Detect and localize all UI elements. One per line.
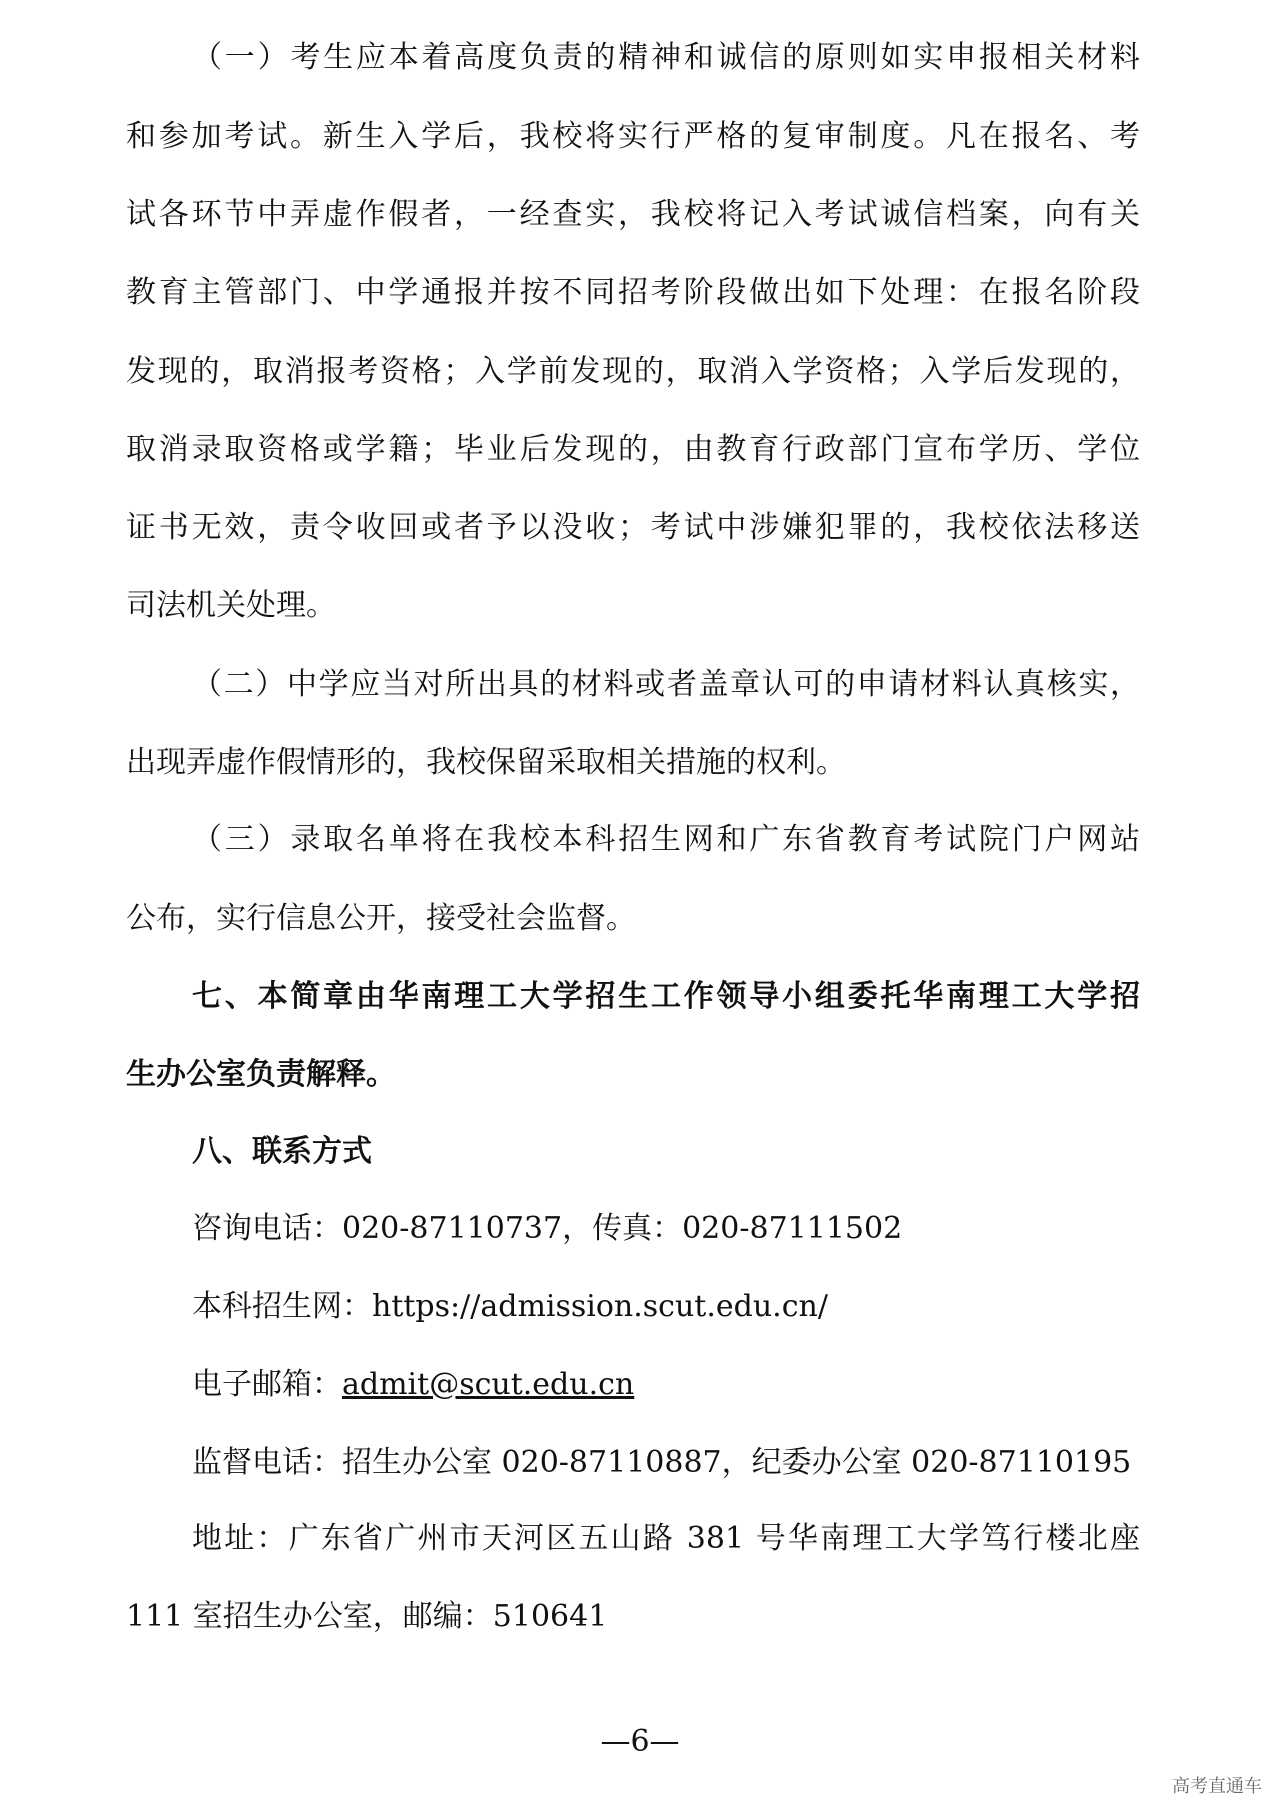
- contact-heading: 八、联系方式: [192, 1134, 372, 1169]
- supervision-phone: 监督电话：招生办公室 020-87110887，纪委办公室 020-87110195: [192, 1445, 1132, 1480]
- paragraph-line: 试各环节中弄虚作假者，一经查实，我校将记入考试诚信档案，向有关: [126, 197, 1140, 232]
- watermark: 高考直通车: [1172, 1776, 1262, 1797]
- paragraph-line: 证书无效，责令收回或者予以没收；考试中涉嫌犯罪的，我校依法移送: [126, 510, 1140, 545]
- email-label: 电子邮箱：: [192, 1367, 342, 1402]
- section-heading: 生办公室负责解释。: [126, 1057, 396, 1092]
- consult-phone: 咨询电话：020-87110737，传真：020-87111502: [192, 1211, 903, 1246]
- paragraph-line: 和参加考试。新生入学后，我校将实行严格的复审制度。凡在报名、考: [126, 119, 1140, 154]
- paragraph-line: 教育主管部门、中学通报并按不同招考阶段做出如下处理：在报名阶段: [126, 275, 1140, 310]
- address-line: 111 室招生办公室，邮编：510641: [126, 1599, 608, 1634]
- page-number: —6—: [600, 1724, 680, 1759]
- email-line: [192, 1365, 1140, 1405]
- paragraph-line: 出现弄虚作假情形的，我校保留采取相关措施的权利。: [126, 745, 846, 780]
- address-line: 地址：广东省广州市天河区五山路 381 号华南理工大学笃行楼北座: [192, 1521, 1140, 1556]
- section-heading: 七、本简章由华南理工大学招生工作领导小组委托华南理工大学招: [192, 979, 1140, 1014]
- paragraph-line: 公布，实行信息公开，接受社会监督。: [126, 901, 636, 936]
- paragraph-line: （三）录取名单将在我校本科招生网和广东省教育考试院门户网站: [192, 822, 1140, 857]
- email-link[interactable]: admit@scut.edu.cn: [342, 1367, 635, 1402]
- paragraph-line: 发现的，取消报考资格；入学前发现的，取消入学资格；入学后发现的，: [126, 354, 1140, 389]
- paragraph-line: （二）中学应当对所出具的材料或者盖章认可的申请材料认真核实，: [192, 667, 1140, 702]
- paragraph-line: 司法机关处理。: [126, 588, 336, 623]
- paragraph-line: （一）考生应本着高度负责的精神和诚信的原则如实申报相关材料: [192, 40, 1140, 75]
- paragraph-line: 取消录取资格或学籍；毕业后发现的，由教育行政部门宣布学历、学位: [126, 432, 1140, 467]
- website: 本科招生网：https://admission.scut.edu.cn/: [192, 1289, 828, 1324]
